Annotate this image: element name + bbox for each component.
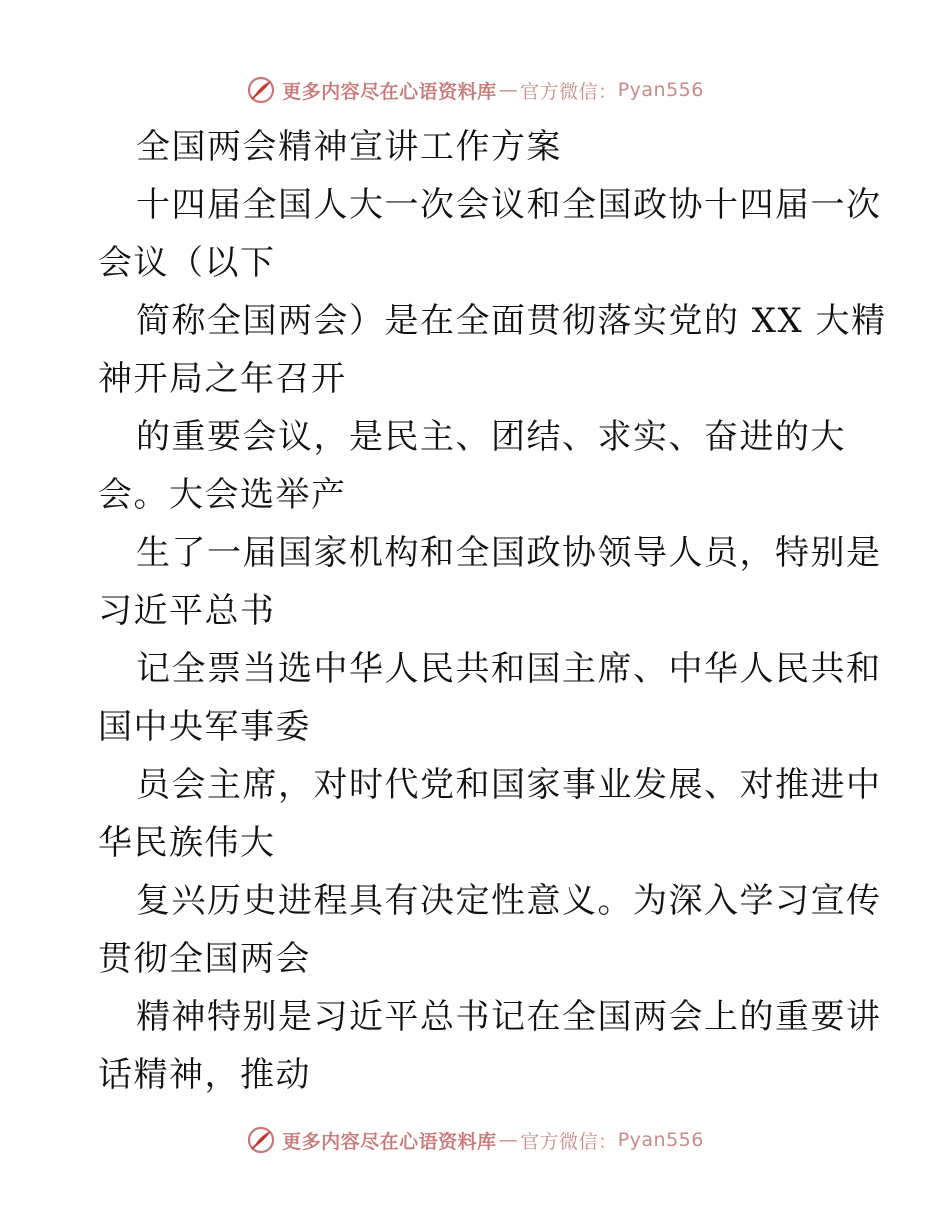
footer-watermark: [0, 1123, 950, 1157]
doc-line-4: 神开局之年召开: [98, 359, 347, 399]
feather-logo-icon: [246, 75, 276, 105]
watermark-main-text: 更多内容尽在心语资料库: [282, 80, 497, 103]
doc-line-2: 会议（以下: [98, 243, 276, 283]
doc-line-6: 会。大会选举产: [98, 475, 347, 515]
doc-line-9: 记全票当选中华人民共和国主席、中华人民共和: [136, 649, 882, 689]
doc-line-14: 贯彻全国两会: [98, 939, 311, 979]
watermark-sub-text: 官方微信：: [520, 1130, 618, 1153]
doc-line-3: 简称全国两会）是在全面贯彻落实党的 XX 大精: [136, 301, 887, 341]
watermark-dash: —: [498, 79, 519, 101]
doc-line-10: 国中央军事委: [98, 707, 311, 747]
header-watermark: [0, 73, 950, 107]
feather-logo-icon: [246, 1125, 276, 1155]
watermark-dash: —: [498, 1129, 519, 1151]
doc-line-16: 话精神，推动: [98, 1055, 311, 1095]
watermark-wechat-id: Pyan556: [617, 1129, 704, 1151]
doc-line-13: 复兴历史进程具有决定性意义。为深入学习宣传: [136, 881, 882, 921]
doc-line-7: 生了一届国家机构和全国政协领导人员，特别是: [136, 533, 882, 573]
doc-line-5: 的重要会议，是民主、团结、求实、奋进的大: [136, 417, 846, 457]
watermark-wechat-id: Pyan556: [617, 79, 704, 101]
doc-title: 全国两会精神宣讲工作方案: [136, 127, 562, 167]
doc-line-12: 华民族伟大: [98, 823, 276, 863]
doc-line-8: 习近平总书: [98, 591, 276, 631]
watermark-main-text: 更多内容尽在心语资料库: [282, 1130, 497, 1153]
watermark-sub-text: 官方微信：: [520, 80, 618, 103]
doc-line-15: 精神特别是习近平总书记在全国两会上的重要讲: [136, 997, 882, 1037]
doc-line-11: 员会主席，对时代党和国家事业发展、对推进中: [136, 765, 882, 805]
doc-line-1: 十四届全国人大一次会议和全国政协十四届一次: [136, 185, 882, 225]
